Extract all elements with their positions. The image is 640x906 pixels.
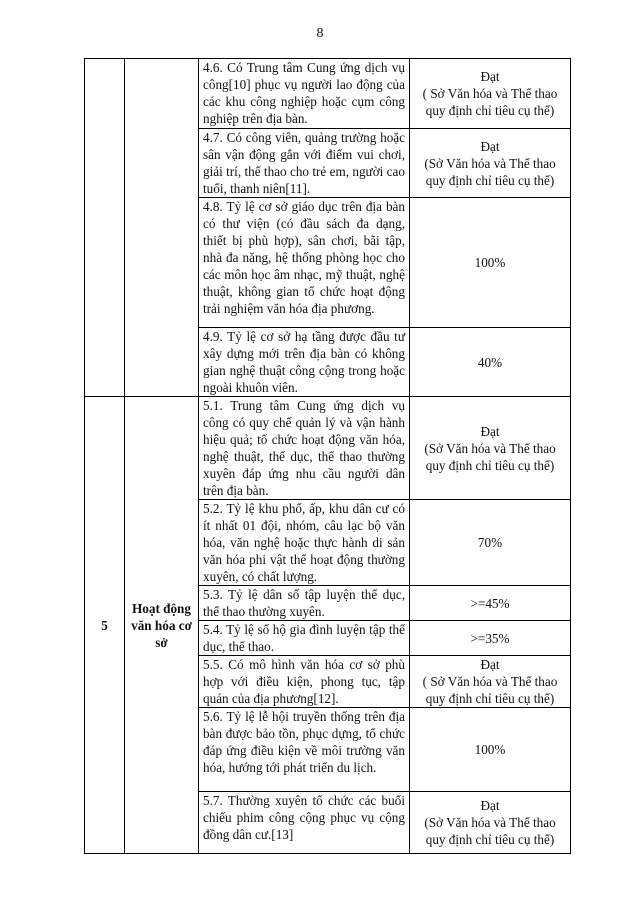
target-note: (Sở Văn hóa và Thể thao quy định chỉ tiêu cụ thể) — [424, 155, 556, 188]
target-value: Đạt — [480, 657, 500, 672]
criterion-5-3: 5.3. Tỷ lệ dân số tập luyện thể dục, thể thao thường xuyên. — [199, 586, 410, 621]
target-value: 70% — [477, 535, 503, 550]
target-value: Đạt — [480, 138, 500, 154]
group-number: 5 — [85, 397, 125, 854]
target-note: ( Sở Văn hóa và Thể thao quy định chỉ tiêu cụ thể) — [422, 674, 558, 706]
target-5-3 — [410, 586, 571, 621]
criterion-4-8: 4.8. Tỷ lệ cơ sở giáo dục trên địa bàn có thư viện (có đầu sách đa dạng, thiết bị phù hợp), sân chơi, bãi tập, nhà đa năng, hệ thống phòng học cho các môn học âm nhạc, mỹ thuật, nghệ thuật, không gian tổ chức hoạt động trải nghiệm văn hóa địa phương. — [199, 198, 410, 328]
target-5-6 — [410, 708, 571, 792]
criterion-5-2: 5.2. Tỷ lệ khu phố, ấp, khu dân cư có ít nhất 01 đội, nhóm, câu lạc bộ văn hóa, văn nghệ hoặc thực hành di sản văn hóa phi vật thể hoạt động thường xuyên, có chất lượng. — [199, 500, 410, 586]
criterion-4-7: 4.7. Có công viên, quảng trường hoặc sân vận động gắn với điểm vui chơi, giải trí, thể thao cho trẻ em, người cao tuổi, thanh niên[11]. — [199, 129, 410, 198]
group-field-cell-empty — [125, 59, 199, 397]
page-number: 8 — [316, 26, 324, 41]
target-value: Đạt — [480, 69, 500, 84]
table-row — [85, 397, 571, 500]
criterion-5-1: 5.1. Trung tâm Cung ứng dịch vụ công có quy chế quản lý và vận hành hiệu quả; tổ chức hoạt động văn hóa, nghệ thuật, thể dục, thể thao thường xuyên đáp ứng nhu cầu người dân trên địa bàn. — [199, 397, 410, 500]
target-note: ( Sở Văn hóa và Thể thao quy định chỉ tiêu cụ thể) — [422, 86, 558, 118]
target-note: (Sở Văn hóa và Thể thao quy định chỉ tiêu cụ thể) — [424, 440, 556, 473]
target-4-7 — [410, 129, 571, 198]
group-number-cell-empty — [85, 59, 125, 397]
target-value: 100% — [474, 742, 506, 757]
criterion-5-7: 5.7. Thường xuyên tổ chức các buổi chiếu phim công cộng phục vụ cộng đồng dân cư.[13] — [199, 792, 410, 854]
target-5-2 — [410, 500, 571, 586]
criterion-5-5: 5.5. Có mô hình văn hóa cơ sở phù hợp với điều kiện, phong tục, tập quán của địa phương[12]. — [199, 656, 410, 708]
criterion-4-9: 4.9. Tỷ lệ cơ sở hạ tầng được đầu tư xây dựng mới trên địa bàn có không gian nghệ thuật công cộng trong hoặc ngoài khuôn viên. — [199, 328, 410, 397]
criterion-5-4: 5.4. Tỷ lệ số hộ gia đình luyện tập thể dục, thể thao. — [199, 621, 410, 656]
target-value: Đạt — [480, 423, 500, 439]
table-row — [85, 59, 571, 129]
target-value: 100% — [474, 255, 506, 270]
target-value: >=45% — [470, 595, 510, 611]
target-5-4 — [410, 621, 571, 656]
target-5-1 — [410, 397, 571, 500]
target-value: Đạt — [480, 798, 500, 813]
target-value: 40% — [477, 354, 503, 370]
target-4-6 — [410, 59, 571, 129]
criterion-5-6: 5.6. Tỷ lệ lễ hội truyền thống trên địa bàn được bảo tồn, phục dựng, tổ chức đáp ứng điều kiện về môi trường văn hóa, hướng tới phát triển du lịch. — [199, 708, 410, 792]
target-5-5 — [410, 656, 571, 708]
target-value: >=35% — [470, 630, 510, 646]
target-note: (Sở Văn hóa và Thể thao quy định chỉ tiêu cụ thể) — [424, 815, 556, 847]
criteria-table — [84, 58, 571, 854]
group-title: Hoạt động văn hóa cơ sở — [125, 397, 199, 854]
target-5-7 — [410, 792, 571, 854]
criterion-4-6: 4.6. Có Trung tâm Cung ứng dịch vụ công[10] phục vụ người lao động của các khu công nghiệp hoặc cụm công nghiệp trên địa bàn. — [199, 59, 410, 129]
target-4-9 — [410, 328, 571, 397]
target-4-8 — [410, 198, 571, 328]
